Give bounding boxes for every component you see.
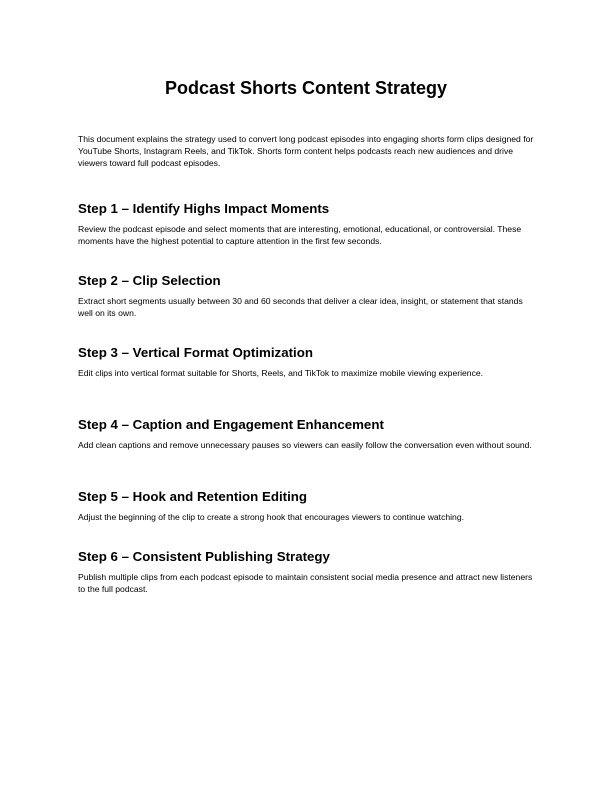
step-5-section <box>78 489 534 523</box>
step-5-body: Adjust the beginning of the clip to create a strong hook that encourages viewers to continue watching. <box>78 512 465 522</box>
step-3-section <box>78 345 534 379</box>
step-6-heading: Step 6 – Consistent Publishing Strategy <box>78 549 330 564</box>
document-title: Podcast Shorts Content Strategy <box>164 78 448 98</box>
intro-paragraph: This document explains the strategy used to convert long podcast episodes into engaging shorts form clips designed for YouTube Shorts, Instagram Reels, and TikTok. Shorts form content helps podcasts reach new audiences and drive viewers toward full podcast episodes. <box>78 134 534 169</box>
step-4-heading: Step 4 – Caption and Engagement Enhancement <box>78 417 384 432</box>
step-4-body: Add clean captions and remove unnecessary pauses so viewers can easily follow the conversation even without sound. <box>78 440 532 450</box>
step-5-heading: Step 5 – Hook and Retention Editing <box>78 489 308 504</box>
step-1-section <box>78 201 534 247</box>
step-2-body: Extract short segments usually between 30 and 60 seconds that deliver a clear idea, insight, or statement that stands well on its own. <box>78 296 523 319</box>
step-2-heading: Step 2 – Clip Selection <box>78 273 221 288</box>
step-4-section <box>78 417 534 451</box>
step-6-body: Publish multiple clips from each podcast episode to maintain consistent social media presence and attract new listeners to the full podcast. <box>78 572 533 595</box>
step-6-section <box>78 549 534 595</box>
step-3-body: Edit clips into vertical format suitable for Shorts, Reels, and TikTok to maximize mobile viewing experience. <box>78 368 484 378</box>
step-1-heading: Step 1 – Identify Highs Impact Moments <box>78 201 330 216</box>
step-1-body: Review the podcast episode and select moments that are interesting, emotional, educational, or controversial. These moments have the highest potential to capture attention in the first few seconds. <box>78 224 522 247</box>
step-2-section <box>78 273 534 319</box>
step-3-heading: Step 3 – Vertical Format Optimization <box>78 345 313 360</box>
